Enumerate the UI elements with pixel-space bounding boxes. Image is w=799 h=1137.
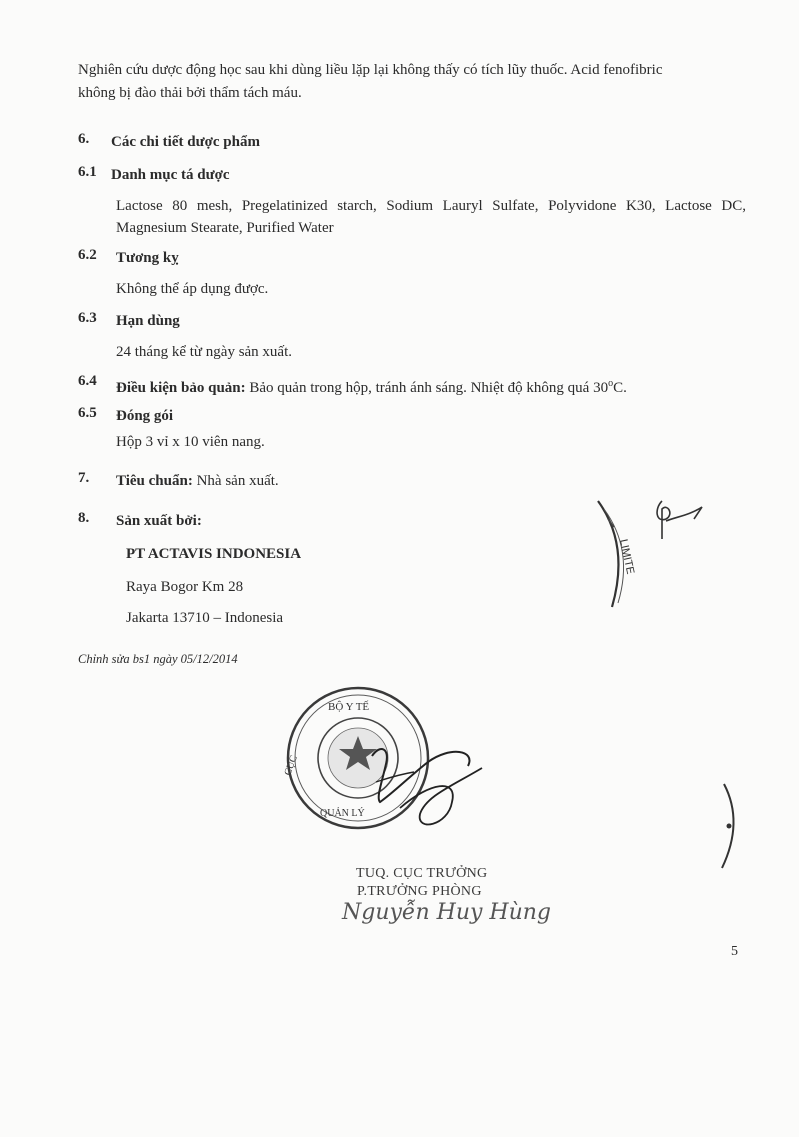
manufacturer-address-1: Raya Bogor Km 28	[126, 579, 244, 595]
section-6-5-body: Hộp 3 vỉ x 10 viên nang.	[116, 434, 265, 450]
signatory-line-1: TUQ. CỤC TRƯỞNG	[356, 866, 488, 881]
section-6-1-body: Lactose 80 mesh, Pregelatinized starch, Sodium Lauryl Sulfate, Polyvidone K30, Lactose DC, Magnesium Stearate, Purified Water	[116, 198, 746, 236]
section-6-2-body: Không thể áp dụng được.	[116, 281, 269, 297]
section-7-line	[116, 470, 279, 492]
section-6-3-body: 24 tháng kể từ ngày sản xuất.	[116, 344, 293, 360]
section-8-title: Sản xuất bởi:	[116, 513, 202, 529]
section-6-5-title: Đóng gói	[116, 408, 174, 424]
official-seal	[280, 686, 490, 836]
seal-bottom-text: QUẢN LÝ	[320, 808, 365, 819]
section-6-4-body: Bảo quản trong hộp, tránh ánh sáng. Nhiệt độ không quá 30	[245, 380, 609, 396]
section-6-2-number: 6.2	[78, 247, 97, 263]
signatory-line-2: P.TRƯỞNG PHÒNG	[357, 884, 482, 899]
section-6-title: Các chi tiết dược phẩm	[111, 134, 260, 150]
intro-paragraph	[78, 59, 752, 105]
signatory-name: Nguyễn Huy Hùng	[342, 900, 552, 925]
stamp-side-text: LIMITE	[617, 538, 637, 576]
section-6-5-number: 6.5	[78, 405, 97, 421]
company-stamp-partial	[590, 495, 720, 615]
section-8-number: 8.	[78, 510, 90, 526]
revision-note: Chỉnh sửa bs1 ngày 05/12/2014	[78, 652, 238, 666]
section-6-4-line	[116, 373, 627, 399]
manufacturer-address-2: Jakarta 13710 – Indonesia	[126, 610, 284, 626]
section-6-2-title: Tương kỵ	[116, 250, 179, 266]
degree-sup: o	[608, 378, 614, 389]
section-6-3-number: 6.3	[78, 310, 97, 326]
manufacturer-name: PT ACTAVIS INDONESIA	[126, 546, 302, 562]
section-6-1-title: Danh mục tá dược	[111, 167, 230, 183]
page-number: 5	[731, 944, 738, 959]
section-7-number: 7.	[78, 470, 90, 486]
margin-mark	[716, 782, 746, 872]
section-7-title: Tiêu chuẩn:	[116, 473, 193, 489]
seal-top-text: BỘ Y TẾ	[328, 701, 370, 713]
section-6-number: 6.	[78, 131, 90, 147]
seal-left-text: CỤC	[282, 753, 300, 778]
intro-line-2: không bị đào thải bởi thẩm tách máu.	[78, 85, 302, 101]
section-6-4-number: 6.4	[78, 373, 97, 389]
section-6-4-body-end: C.	[613, 380, 627, 396]
section-6-4-title: Điều kiện bảo quản:	[116, 380, 246, 396]
intro-line-1: Nghiên cứu dược động học sau khi dùng liều lặp lại không thấy có tích lũy thuốc. Acid fenofibric	[78, 62, 663, 78]
section-7-body: Nhà sản xuất.	[192, 473, 279, 489]
section-6-3-title: Hạn dùng	[116, 313, 180, 329]
section-6-1-number: 6.1	[78, 164, 97, 180]
